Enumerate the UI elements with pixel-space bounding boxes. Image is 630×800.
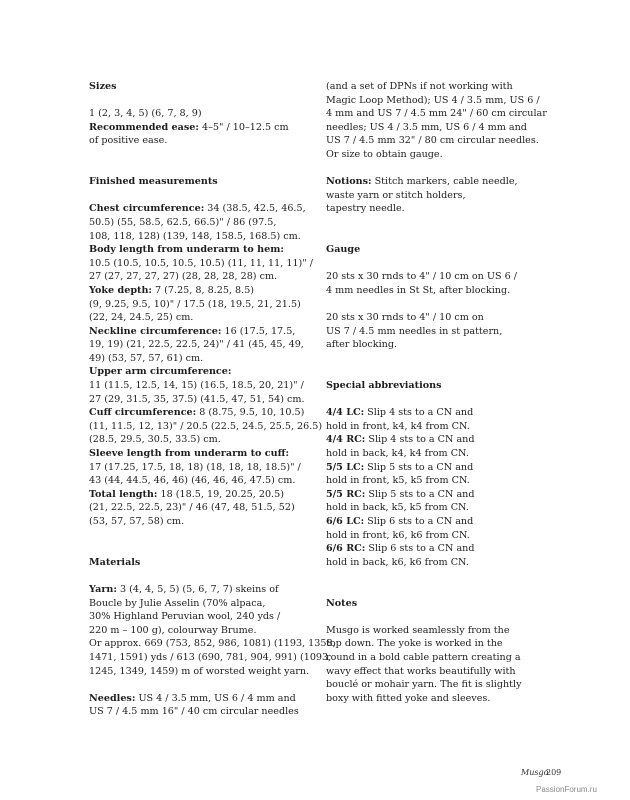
text-line	[89, 420, 323, 434]
line-text: Or approx. 669 (753, 852, 986, 1081) (1193, 1358,	[89, 638, 336, 650]
text-line	[89, 134, 289, 148]
line-text: 4–5" / 10–12.5 cm	[198, 121, 289, 133]
line-text: Slip 5 sts to a CN and	[365, 488, 475, 500]
line-text: Slip 6 sts to a CN and	[364, 516, 474, 527]
text-line	[89, 637, 336, 651]
text-line	[89, 501, 295, 515]
term-label: Neckline circumference:	[89, 325, 222, 337]
line-text: top down. The yoke is worked in the	[326, 638, 503, 650]
line-text: of positive ease.	[89, 135, 168, 147]
line-text: 1471, 1591) yds / 613 (690, 781, 904, 991) (1093,	[89, 651, 332, 663]
text-line	[326, 542, 526, 556]
section-heading	[326, 243, 526, 257]
section-heading	[89, 175, 289, 189]
line-text: wavy effect that works beautifully with	[326, 665, 516, 677]
line-text: Finished measurements	[89, 176, 218, 188]
text-line	[326, 556, 526, 570]
line-text: 7 (7.25, 8, 8.25, 8.5)	[151, 284, 255, 296]
term-label: Notions:	[326, 176, 372, 188]
line-text: boxy with fitted yoke and sleeves.	[326, 692, 491, 704]
text-line	[326, 121, 526, 135]
line-text: 20 sts x 30 rnds to 4" / 10 cm on US 6 /	[326, 271, 518, 283]
text-line	[89, 515, 289, 529]
line-text: (21, 22.5, 22.5, 23)" / 46 (47, 48, 51.5, 52)	[89, 502, 295, 514]
line-text: Stitch markers, cable needle,	[371, 176, 518, 188]
text-line	[89, 610, 289, 624]
line-text: 27 (27, 27, 27, 27) (28, 28, 28, 28) cm.	[89, 271, 278, 283]
text-line	[89, 216, 289, 230]
line-text: 49) (53, 57, 57, 61) cm.	[89, 352, 204, 364]
line-text: hold in front, k6, k6 from CN.	[326, 529, 470, 541]
line-text: (53, 57, 57, 58) cm.	[89, 516, 185, 527]
text-line	[89, 257, 313, 271]
term-label: Sleeve length from underarm to cuff:	[89, 448, 290, 460]
text-line	[326, 175, 526, 189]
text-line	[326, 651, 526, 665]
text-line	[326, 94, 540, 108]
text-line	[326, 406, 526, 420]
line-text: 50.5) (55, 58.5, 62.5, 66.5)" / 86 (97.5,	[89, 216, 277, 228]
section-heading	[89, 80, 289, 94]
line-text: 27 (29, 31.5, 35, 37.5) (41.5, 47, 51, 54) cm.	[89, 393, 305, 405]
line-text: 4 mm needles in St St, after blocking.	[326, 284, 511, 296]
text-line	[326, 678, 526, 692]
right-column	[326, 80, 547, 705]
term-label: 4/4 RC:	[326, 434, 366, 446]
text-line	[89, 597, 289, 611]
text-line	[89, 447, 289, 461]
text-line	[89, 651, 332, 665]
text-line	[326, 474, 526, 488]
line-text: (9, 9.25, 9.5, 10)" / 17.5 (18, 19.5, 21, 21.5)	[89, 298, 301, 310]
text-line	[326, 202, 526, 216]
line-text: hold in back, k5, k5 from CN.	[326, 502, 469, 514]
text-line	[326, 189, 526, 203]
text-line	[89, 433, 289, 447]
line-text: bouclé or mohair yarn. The fit is slightly	[326, 679, 522, 691]
line-text: US 7 / 4.5 mm needles in st pattern,	[326, 325, 503, 337]
text-line	[89, 474, 296, 488]
line-text: US 4 / 3.5 mm, US 6 / 4 mm and	[135, 692, 296, 704]
term-label: Needles:	[89, 692, 136, 704]
line-text: Musgo is worked seamlessly from the	[326, 624, 510, 636]
text-line	[89, 311, 289, 325]
line-text: Magic Loop Method); US 4 / 3.5 mm, US 6 /	[326, 94, 540, 106]
line-text: after blocking.	[326, 339, 398, 351]
text-line	[89, 284, 289, 298]
line-text: 4 mm and US 7 / 4.5 mm 24" / 60 cm circular	[326, 108, 547, 120]
line-text: 8 (8.75, 9.5, 10, 10.5)	[196, 407, 305, 419]
line-text: Gauge	[326, 244, 361, 256]
text-line	[89, 202, 306, 216]
line-text: round in a bold cable pattern creating a	[326, 651, 521, 663]
term-label: 6/6 LC:	[326, 516, 365, 527]
line-text: 11 (11.5, 12.5, 14, 15) (16.5, 18.5, 20, 21)" /	[89, 380, 304, 392]
section-heading	[89, 556, 289, 570]
text-line	[89, 624, 289, 638]
term-label: Chest circumference:	[89, 203, 205, 215]
term-label: 5/5 RC:	[326, 488, 366, 500]
text-line	[326, 311, 526, 325]
text-line	[326, 637, 526, 651]
text-line	[326, 134, 539, 148]
line-text: Materials	[89, 556, 141, 568]
text-line	[89, 365, 289, 379]
term-label: 6/6 RC:	[326, 543, 366, 555]
line-text: needles; US 4 / 3.5 mm, US 6 / 4 mm and	[326, 121, 527, 133]
line-text: Slip 5 sts to a CN and	[364, 461, 474, 473]
text-line	[89, 488, 289, 502]
text-line	[326, 107, 547, 121]
text-line	[89, 705, 299, 719]
line-text: (22, 24, 24.5, 25) cm.	[89, 312, 194, 324]
line-text: 34 (38.5, 42.5, 46.5,	[204, 203, 306, 215]
line-text: 1245, 1349, 1459) m of worsted weight yarn.	[89, 665, 310, 677]
text-line	[89, 107, 289, 121]
line-text: hold in front, k5, k5 from CN.	[326, 475, 470, 487]
left-column	[89, 80, 336, 719]
section-heading	[326, 597, 526, 611]
line-text: 108, 118, 128) (139, 148, 158.5, 168.5) cm.	[89, 230, 301, 242]
text-line	[89, 298, 301, 312]
line-text: hold in back, k4, k4 from CN.	[326, 448, 469, 460]
text-line	[326, 80, 526, 94]
line-text: hold in back, k6, k6 from CN.	[326, 556, 469, 568]
text-line	[326, 433, 526, 447]
term-label: Cuff circumference:	[89, 407, 197, 419]
text-line	[89, 461, 301, 475]
line-text: Slip 4 sts to a CN and	[364, 407, 474, 419]
line-text: 16 (17.5, 17.5,	[221, 325, 296, 337]
text-line	[326, 665, 526, 679]
line-text: waste yarn or stitch holders,	[326, 189, 466, 201]
line-text: Sizes	[89, 81, 117, 92]
text-line	[89, 665, 310, 679]
term-label: Yoke depth:	[89, 284, 152, 296]
text-line	[326, 692, 526, 706]
footer-pattern-name: Musgo	[521, 768, 549, 777]
line-text: 30% Highland Peruvian wool, 240 yds /	[89, 611, 281, 623]
text-line	[326, 447, 526, 461]
text-line	[326, 148, 526, 162]
text-line	[326, 270, 526, 284]
term-label: Yarn:	[89, 583, 117, 595]
line-text: hold in front, k4, k4 from CN.	[326, 420, 470, 432]
text-line	[89, 393, 305, 407]
line-text: Or size to obtain gauge.	[326, 148, 443, 160]
line-text: 10.5 (10.5, 10.5, 10.5, 10.5) (11, 11, 11, 11)" /	[89, 257, 313, 269]
term-label: Body length from underarm to hem:	[89, 244, 284, 256]
text-line	[326, 420, 526, 434]
text-line	[89, 379, 304, 393]
text-line	[326, 515, 526, 529]
term-label: Recommended ease:	[89, 121, 199, 133]
line-text: 1 (2, 3, 4, 5) (6, 7, 8, 9)	[89, 108, 202, 120]
line-text: (and a set of DPNs if not working with	[326, 81, 513, 92]
line-text: US 7 / 4.5 mm 32" / 80 cm circular needles.	[326, 135, 539, 147]
line-text: 17 (17.25, 17.5, 18, 18) (18, 18, 18, 18.5)" /	[89, 461, 301, 473]
watermark: PassionForum.ru	[536, 785, 597, 794]
line-text: 19, 19) (21, 22.5, 22.5, 24)" / 41 (45, 45, 49,	[89, 339, 304, 351]
text-line	[89, 325, 296, 339]
text-line	[326, 529, 526, 543]
section-heading	[326, 379, 526, 393]
text-line	[326, 284, 526, 298]
term-label: 4/4 LC:	[326, 407, 365, 419]
line-text: (28.5, 29.5, 30.5, 33.5) cm.	[89, 434, 221, 446]
line-text: US 7 / 4.5 mm 16" / 40 cm circular needles	[89, 706, 299, 718]
line-text: Slip 6 sts to a CN and	[365, 543, 475, 555]
text-line	[89, 270, 289, 284]
text-line	[326, 501, 526, 515]
text-line	[326, 488, 526, 502]
line-text: 43 (44, 44.5, 46, 46) (46, 46, 46, 47.5) cm.	[89, 475, 296, 487]
text-line	[89, 352, 289, 366]
text-line	[326, 461, 526, 475]
text-line	[326, 325, 526, 339]
text-line	[89, 583, 289, 597]
text-line	[89, 406, 305, 420]
line-text: 220 m – 100 g), colourway Brume.	[89, 624, 257, 636]
page-number: 209	[546, 768, 562, 777]
text-line	[326, 338, 526, 352]
text-line	[326, 624, 526, 638]
line-text: tapestry needle.	[326, 203, 405, 215]
line-text: 18 (18.5, 19, 20.25, 20.5)	[157, 488, 284, 500]
term-label: Total length:	[89, 488, 158, 500]
line-text: 20 sts x 30 rnds to 4" / 10 cm on	[326, 312, 484, 324]
line-text: Boucle by Julie Asselin (70% alpaca,	[89, 597, 266, 609]
line-text: Slip 4 sts to a CN and	[365, 434, 475, 446]
line-text: (11, 11.5, 12, 13)" / 20.5 (22.5, 24.5, 25.5, 26.5)	[89, 420, 323, 432]
text-line	[89, 243, 289, 257]
text-line	[89, 338, 304, 352]
term-label: 5/5 LC:	[326, 461, 365, 473]
text-line	[89, 230, 301, 244]
text-line	[89, 692, 296, 706]
term-label: Upper arm circumference:	[89, 366, 232, 378]
line-text: 3 (4, 4, 5, 5) (5, 6, 7, 7) skeins of	[116, 583, 279, 595]
line-text: Special abbreviations	[326, 380, 442, 392]
text-line	[89, 121, 289, 135]
line-text: Notes	[326, 597, 358, 609]
